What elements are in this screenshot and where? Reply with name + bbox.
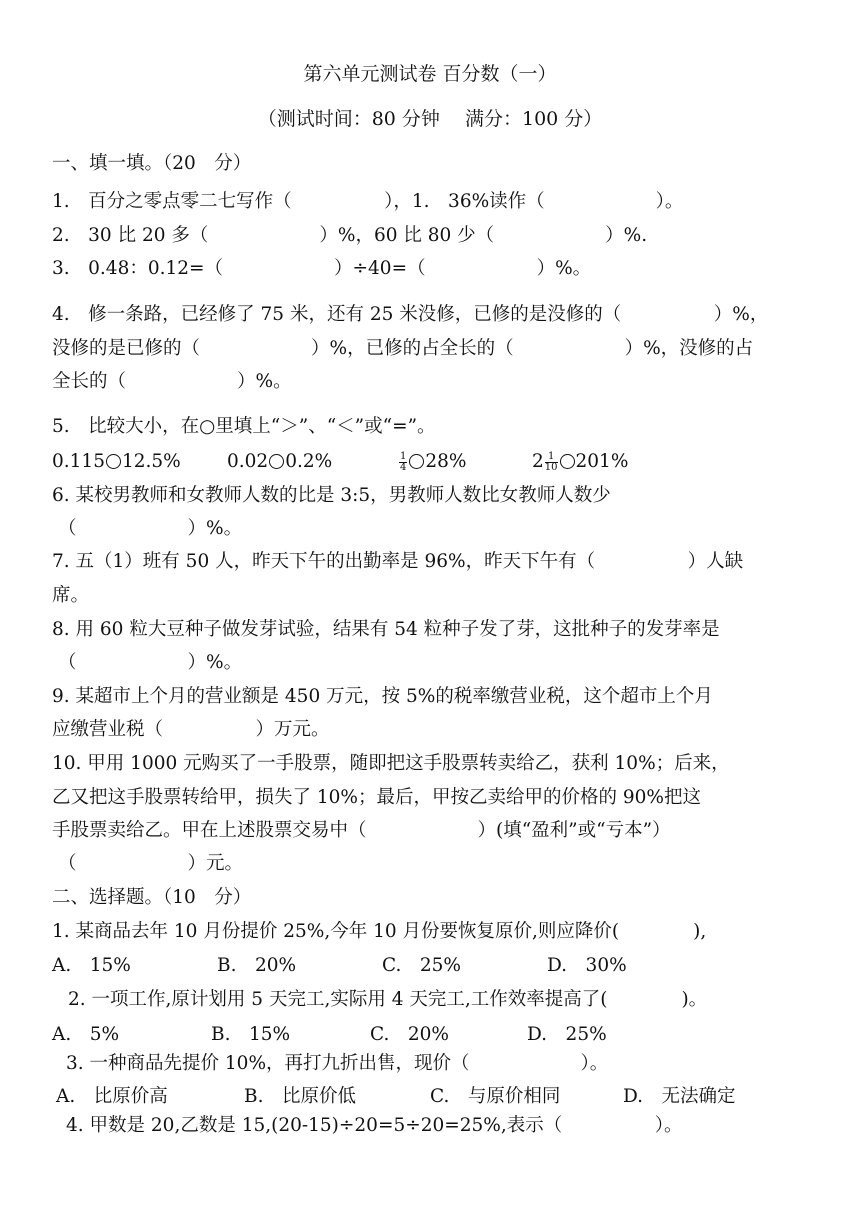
question-1-4-line2: 没修的是已修的（ ）%，已修的占全长的（ ）%，没修的占 xyxy=(52,338,754,359)
question-1-8-line1: 8. 用 60 粒大豆种子做发芽试验，结果有 54 粒种子发了芽，这批种子的发芽率是 xyxy=(52,619,720,640)
compare-b-left: 0.02 xyxy=(227,451,269,472)
compare-circle-icon xyxy=(560,454,575,469)
question-1-4-line1: 4. 修一条路，已经修了 75 米，还有 25 米没修，已修的是没修的（ ）%， xyxy=(52,304,769,325)
compare-item-d xyxy=(532,450,628,474)
option-2-2-b: B. 15% xyxy=(211,1024,291,1045)
fraction-numerator: 1 xyxy=(545,452,558,463)
question-1-1: 1. 百分之零点零二七写作（ ），1. 36%读作（ ）。 xyxy=(52,191,684,212)
option-2-1-b: B. 20% xyxy=(217,955,297,976)
option-2-1-a: A. 15% xyxy=(52,955,131,976)
question-1-2: 2. 30 比 20 多（ ）%，60 比 80 少（ ）%. xyxy=(52,225,648,246)
compare-a-left: 0.115 xyxy=(52,451,105,472)
compare-b-right: 0.2% xyxy=(285,451,333,472)
compare-item-b xyxy=(227,450,332,474)
option-2-2-c: C. 20% xyxy=(370,1024,449,1045)
option-2-3-c: C. 与原价相同 xyxy=(430,1086,561,1107)
question-1-9-line1: 9. 某超市上个月的营业额是 450 万元，按 5%的税率缴营业税，这个超市上个月 xyxy=(52,686,713,707)
option-2-1-c: C. 25% xyxy=(382,955,461,976)
option-2-3-b: B. 比原价低 xyxy=(244,1086,356,1107)
compare-d-right: 201% xyxy=(575,451,629,472)
question-1-10-line3: 手股票卖给乙。甲在上述股票交易中（ ）(填“盈利”或“亏本”） xyxy=(52,820,671,841)
question-1-7-line2: 席。 xyxy=(52,585,90,606)
compare-circle-icon xyxy=(106,454,121,469)
compare-item-a xyxy=(52,450,181,474)
fraction-denominator: 10 xyxy=(544,461,558,473)
question-1-10-line1: 10. 甲用 1000 元购买了一手股票，随即把这手股票转卖给乙，获利 10%；后来， xyxy=(52,753,730,774)
fraction-numerator: 1 xyxy=(400,450,407,462)
fraction-one-quarter xyxy=(399,452,407,473)
page-title: 第六单元测试卷 百分数（一） xyxy=(303,63,557,85)
question-1-3: 3. 0.48：0.12=（ ）÷40=（ ）%。 xyxy=(52,258,592,279)
compare-c-right: 28% xyxy=(425,451,467,472)
option-2-2-a: A. 5% xyxy=(52,1024,120,1045)
question-2-2: 2. 一项工作,原计划用 5 天完工,实际用 4 天完工,工作效率提高了( )。 xyxy=(68,989,708,1010)
page-subtitle: （测试时间：80 分钟 满分：100 分） xyxy=(257,108,603,130)
question-1-8-line2: （ ）%。 xyxy=(58,652,243,673)
question-1-7-line1: 7. 五（1）班有 50 人，昨天下午的出勤率是 96%，昨天下午有（ ）人缺 xyxy=(52,551,744,572)
compare-a-right: 12.5% xyxy=(121,451,181,472)
option-2-3-a: A. 比原价高 xyxy=(56,1086,168,1107)
question-1-4-line3: 全长的（ ）%。 xyxy=(52,371,292,392)
compare-circle-icon xyxy=(409,454,424,469)
question-1-6-line2: （ ）%。 xyxy=(58,518,243,539)
section2-heading: 二、选择题。（10 分） xyxy=(52,887,252,908)
option-2-1-d: D. 30% xyxy=(547,955,627,976)
question-2-4: 4. 甲数是 20,乙数是 15,(20-15)÷20=5÷20=25%,表示（ ）。 xyxy=(66,1115,683,1136)
option-2-2-d: D. 25% xyxy=(527,1024,607,1045)
question-1-9-line2: 应缴营业税（ ）万元。 xyxy=(52,719,330,740)
question-1-5-line1: 5. 比较大小，在○里填上“＞”、“＜”或“=”。 xyxy=(52,416,436,437)
mixed-number-whole: 2 xyxy=(532,451,544,472)
question-2-3: 3. 一种商品先提价 10%，再打九折出售，现价（ ）。 xyxy=(66,1053,609,1074)
option-2-3-d: D. 无法确定 xyxy=(623,1086,736,1107)
section1-heading: 一、填一填。（20 分） xyxy=(52,153,252,174)
question-1-6-line1: 6. 某校男教师和女教师人数的比是 3:5，男教师人数比女教师人数少 xyxy=(52,485,611,506)
question-1-10-line2: 乙又把这手股票转给甲，损失了 10%；最后，甲按乙卖给甲的价格的 90%把这 xyxy=(52,787,702,808)
question-2-1: 1. 某商品去年 10 月份提价 25%,今年 10 月份要恢复原价,则应降价( ), xyxy=(52,921,707,942)
fraction-one-tenth xyxy=(545,452,558,473)
compare-item-c xyxy=(398,450,467,474)
fraction-denominator: 4 xyxy=(400,461,407,473)
question-1-10-line4: （ ）元。 xyxy=(58,853,244,874)
compare-circle-icon xyxy=(269,454,284,469)
